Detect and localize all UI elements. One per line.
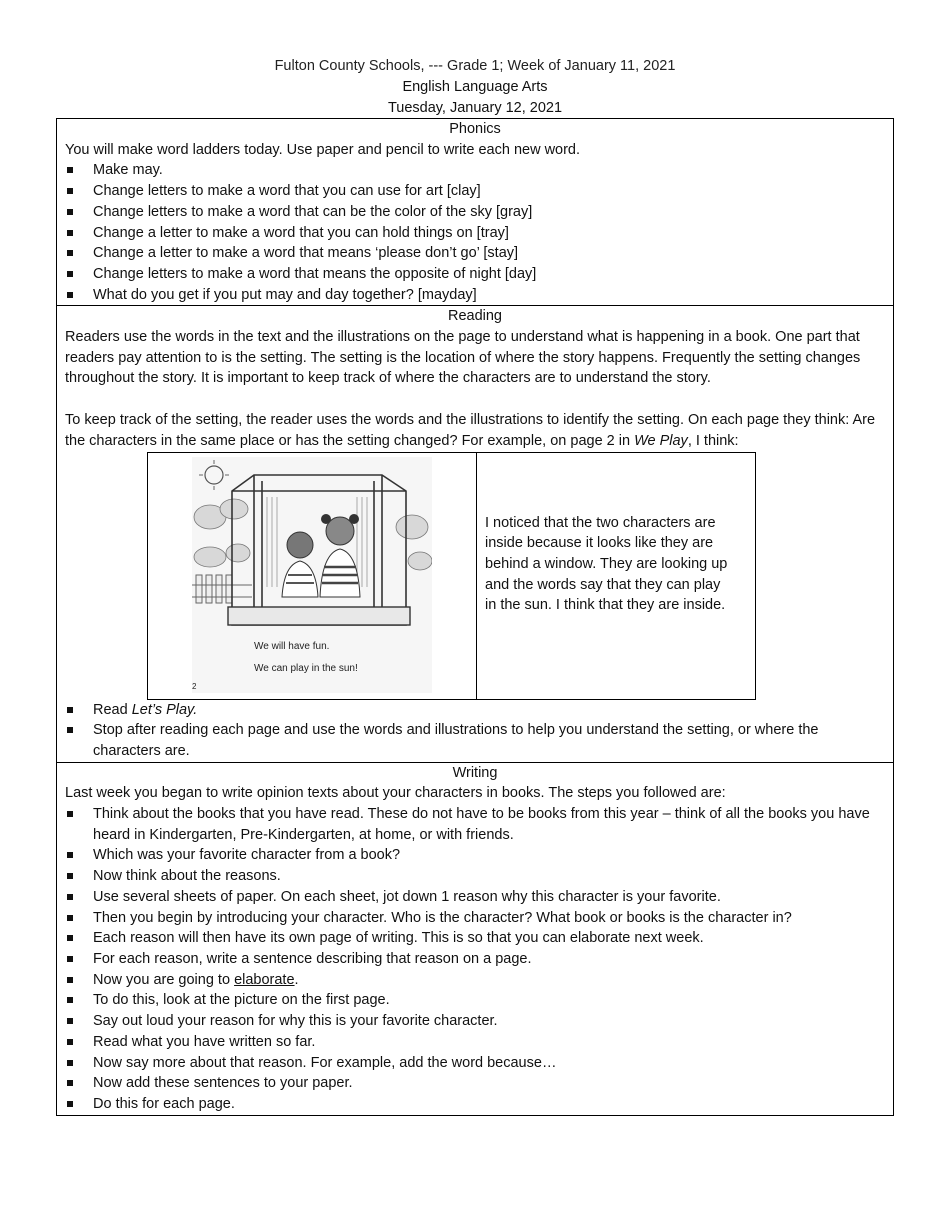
bullet-icon — [67, 811, 73, 817]
list-item: Now you are going to elaborate. — [65, 970, 885, 991]
reading-list — [65, 700, 885, 762]
list-item: Do this for each page. — [65, 1094, 885, 1115]
writing-section — [57, 762, 893, 1115]
bullet-icon — [67, 209, 73, 215]
bullet-icon — [67, 1060, 73, 1066]
bullet-icon — [67, 167, 73, 173]
writing-intro: Last week you began to write opinion texts about your characters in books. The steps you followed are: — [65, 785, 726, 802]
bullet-icon — [67, 977, 73, 983]
caption-line-2: We can play in the sun! — [254, 662, 358, 674]
reading-title: Reading — [447, 308, 502, 325]
phonics-intro: You will make word ladders today. Use paper and pencil to write each new word. — [65, 141, 581, 158]
list-item: Change letters to make a word that can be the color of the sky [gray] — [65, 202, 885, 223]
book-title: Let’s Play. — [131, 701, 198, 718]
bullet-icon — [67, 852, 73, 858]
reading-paragraph-1: Readers use the words in the text and the illustrations on the page to understand what is happening in a book. One part that readers pay attention to is the setting. The setting is the location of where the story happens. Frequently the setting changes throughout the story. It is important to keep track of where the characters are to understand the story. — [65, 329, 861, 387]
list-item: Change letters to make a word that you can use for art [clay] — [65, 181, 885, 202]
writing-title: Writing — [452, 764, 498, 781]
list-item: Now say more about that reason. For example, add the word because… — [65, 1053, 885, 1074]
phonics-title: Phonics — [449, 121, 501, 137]
bullet-icon — [67, 873, 73, 879]
list-item: Change a letter to make a word that means ‘please don’t go’ [stay] — [65, 243, 885, 264]
document-header — [0, 56, 950, 119]
book-page-illustration — [148, 453, 477, 699]
bullet-icon — [67, 1101, 73, 1107]
page-number: 2 — [192, 681, 197, 691]
elaborate-underlined: elaborate — [234, 971, 295, 988]
list-item: Think about the books that you have read. These do not have to be books from this year – think of all the books you have heard in Kindergarten, Pre-Kindergarten, at home, or with friends. — [65, 804, 885, 845]
list-item: Stop after reading each page and use the words and illustrations to help you understand the setting, or where the characters are. — [65, 720, 885, 761]
bullet-icon — [67, 292, 73, 298]
list-item: Now add these sentences to your paper. — [65, 1073, 885, 1094]
list-item: Use several sheets of paper. On each sheet, jot down 1 reason why this character is your favorite. — [65, 887, 885, 908]
bullet-icon — [67, 188, 73, 194]
bullet-icon — [67, 230, 73, 236]
bullet-icon — [67, 1080, 73, 1086]
writing-list — [65, 804, 885, 1115]
reading-paragraph-2: To keep track of the setting, the reader uses the words and the illustrations to identify the setting. On each page they think: Are the characters in the same place or has the setting changed? For example, on page 2 in We Play, I think: — [65, 412, 876, 449]
list-item: Make may. — [65, 160, 885, 181]
bullet-icon — [67, 707, 73, 713]
figure-note: I noticed that the two characters are inside because it looks like they are behind a window. They are looking up and the words say that they can play in the sun. I think that they are inside. — [485, 514, 728, 614]
book-title: We Play — [634, 432, 688, 449]
bullet-icon — [67, 915, 73, 921]
phonics-section — [57, 119, 893, 305]
example-figure-table — [147, 452, 756, 700]
lesson-table — [56, 118, 894, 1116]
window-illustration — [192, 457, 432, 693]
list-item: Then you begin by introducing your character. Who is the character? What book or books is the character in? — [65, 908, 885, 929]
bullet-icon — [67, 1039, 73, 1045]
list-item: Change a letter to make a word that you can hold things on [tray] — [65, 223, 885, 244]
bullet-icon — [67, 997, 73, 1003]
list-item: Read what you have written so far. — [65, 1032, 885, 1053]
bullet-icon — [67, 956, 73, 962]
list-item: Now think about the reasons. — [65, 866, 885, 887]
list-item: What do you get if you put may and day together? [mayday] — [65, 285, 885, 306]
phonics-list — [65, 160, 885, 305]
school-week-line: Fulton County Schools, --- Grade 1; Week of January 11, 2021 — [274, 58, 676, 74]
bullet-icon — [67, 727, 73, 733]
bullet-icon — [67, 1018, 73, 1024]
list-item: For each reason, write a sentence describing that reason on a page. — [65, 949, 885, 970]
list-item: To do this, look at the picture on the first page. — [65, 990, 885, 1011]
list-item: Change letters to make a word that means the opposite of night [day] — [65, 264, 885, 285]
list-item: Each reason will then have its own page of writing. This is so that you can elaborate next week. — [65, 928, 885, 949]
bullet-icon — [67, 935, 73, 941]
list-item: Read Let’s Play. — [65, 700, 885, 721]
caption-line-1: We will have fun. — [254, 640, 330, 652]
subject-line: English Language Arts — [402, 79, 548, 95]
reading-section — [57, 305, 893, 761]
bullet-icon — [67, 271, 73, 277]
bullet-icon — [67, 250, 73, 256]
bullet-icon — [67, 894, 73, 900]
date-line: Tuesday, January 12, 2021 — [387, 100, 563, 116]
list-item: Which was your favorite character from a book? — [65, 845, 885, 866]
list-item: Say out loud your reason for why this is your favorite character. — [65, 1011, 885, 1032]
